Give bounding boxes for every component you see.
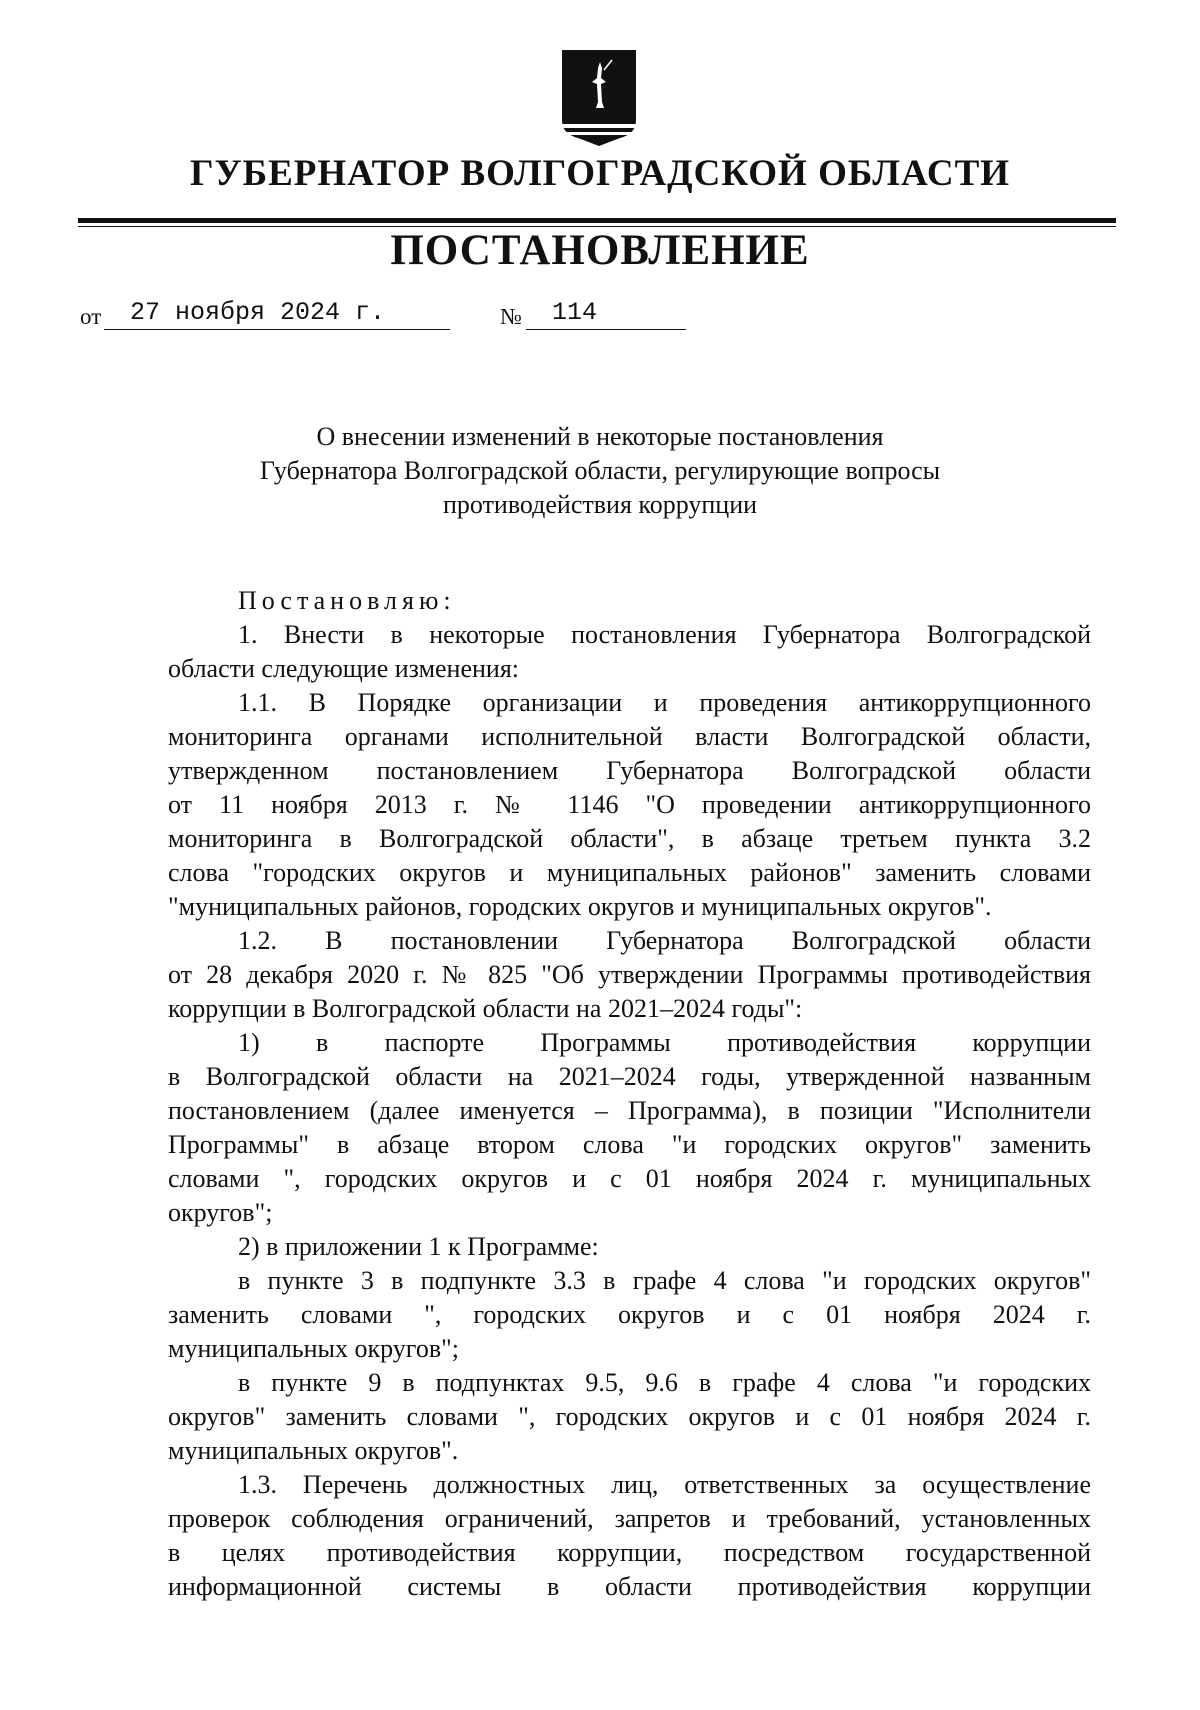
coat-of-arms-icon (560, 48, 638, 148)
subject-line: Губернатора Волгоградской области, регулирующие вопросы (259, 456, 941, 485)
document-number: 114 (526, 298, 686, 330)
body-line: муниципальных округов"; (168, 1334, 459, 1363)
body-line: округов"; (168, 1198, 273, 1227)
document-type-title: ПОСТАНОВЛЕНИЕ (390, 227, 810, 274)
body-line: 1.1. В Порядке организации и проведения антикоррупционного (238, 688, 1091, 717)
body-line: Программы" в абзаце втором слова "и городских округов" заменить (168, 1130, 1091, 1159)
body-line: 1) в паспорте Программы противодействия коррупции (238, 1028, 1091, 1057)
body-line: мониторинга в Волгоградской области", в абзаце третьем пункта 3.2 (168, 824, 1091, 853)
body-line: 1.2. В постановлении Губернатора Волгоградской области (238, 926, 1091, 955)
body-line: округов" заменить словами ", городских округов и с 01 ноября 2024 г. (168, 1402, 1091, 1431)
body-line: в Волгоградской области на 2021–2024 годы, утвержденной названным (168, 1062, 1091, 1091)
body-line: заменить словами ", городских округов и с 01 ноября 2024 г. (168, 1300, 1091, 1329)
body-line: в пункте 9 в подпунктах 9.5, 9.6 в графе 4 слова "и городских (238, 1368, 1091, 1397)
subject-line: О внесении изменений в некоторые постановления (316, 422, 884, 451)
date-label: от (80, 304, 102, 329)
body-line: 2) в приложении 1 к Программе: (238, 1232, 599, 1261)
body-line: 1. Внести в некоторые постановления Губернатора Волгоградской (238, 620, 1091, 649)
number-label: № (500, 304, 522, 329)
body-line: в пункте 3 в подпункте 3.3 в графе 4 слова "и городских округов" (238, 1266, 1091, 1295)
date-and-number-line (80, 298, 720, 338)
document-body (168, 584, 1091, 1604)
body-line: мониторинга органами исполнительной власти Волгоградской области, (168, 722, 1091, 751)
subject-line: противодействия коррупции (442, 490, 758, 519)
body-line: проверок соблюдения ограничений, запретов и требований, установленных (168, 1504, 1091, 1533)
header-rule-thick (78, 218, 1116, 223)
issuing-authority: ГУБЕРНАТОР ВОЛГОГРАДСКОЙ ОБЛАСТИ (189, 153, 1011, 194)
body-line: от 28 декабря 2020 г. № 825 "Об утверждении Программы противодействия (168, 960, 1091, 989)
body-line: коррупции в Волгоградской области на 2021–2024 годы": (168, 994, 803, 1023)
document-subject (200, 420, 1000, 522)
body-line: в целях противодействия коррупции, посредством государственной (168, 1538, 1091, 1567)
body-line: информационной системы в области противодействия коррупции (168, 1572, 1091, 1601)
body-line: постановлением (далее именуется – Программа), в позиции "Исполнители (168, 1096, 1091, 1125)
document-date: 27 ноября 2024 г. (104, 298, 450, 330)
body-line: 1.3. Перечень должностных лиц, ответственных за осуществление (238, 1470, 1091, 1499)
body-line: слова "городских округов и муниципальных районов" заменить словами (168, 858, 1091, 887)
body-line: "муниципальных районов, городских округов и муниципальных округов". (168, 892, 992, 921)
resolution-heading: Постановляю: (238, 586, 456, 615)
body-line: словами ", городских округов и с 01 ноября 2024 г. муниципальных (168, 1164, 1091, 1193)
body-line: утвержденном постановлением Губернатора Волгоградской области (168, 756, 1091, 785)
body-line: области следующие изменения: (168, 654, 520, 683)
body-line: от 11 ноября 2013 г. № 1146 "О проведении антикоррупционного (168, 790, 1091, 819)
body-line: муниципальных округов". (168, 1436, 459, 1465)
